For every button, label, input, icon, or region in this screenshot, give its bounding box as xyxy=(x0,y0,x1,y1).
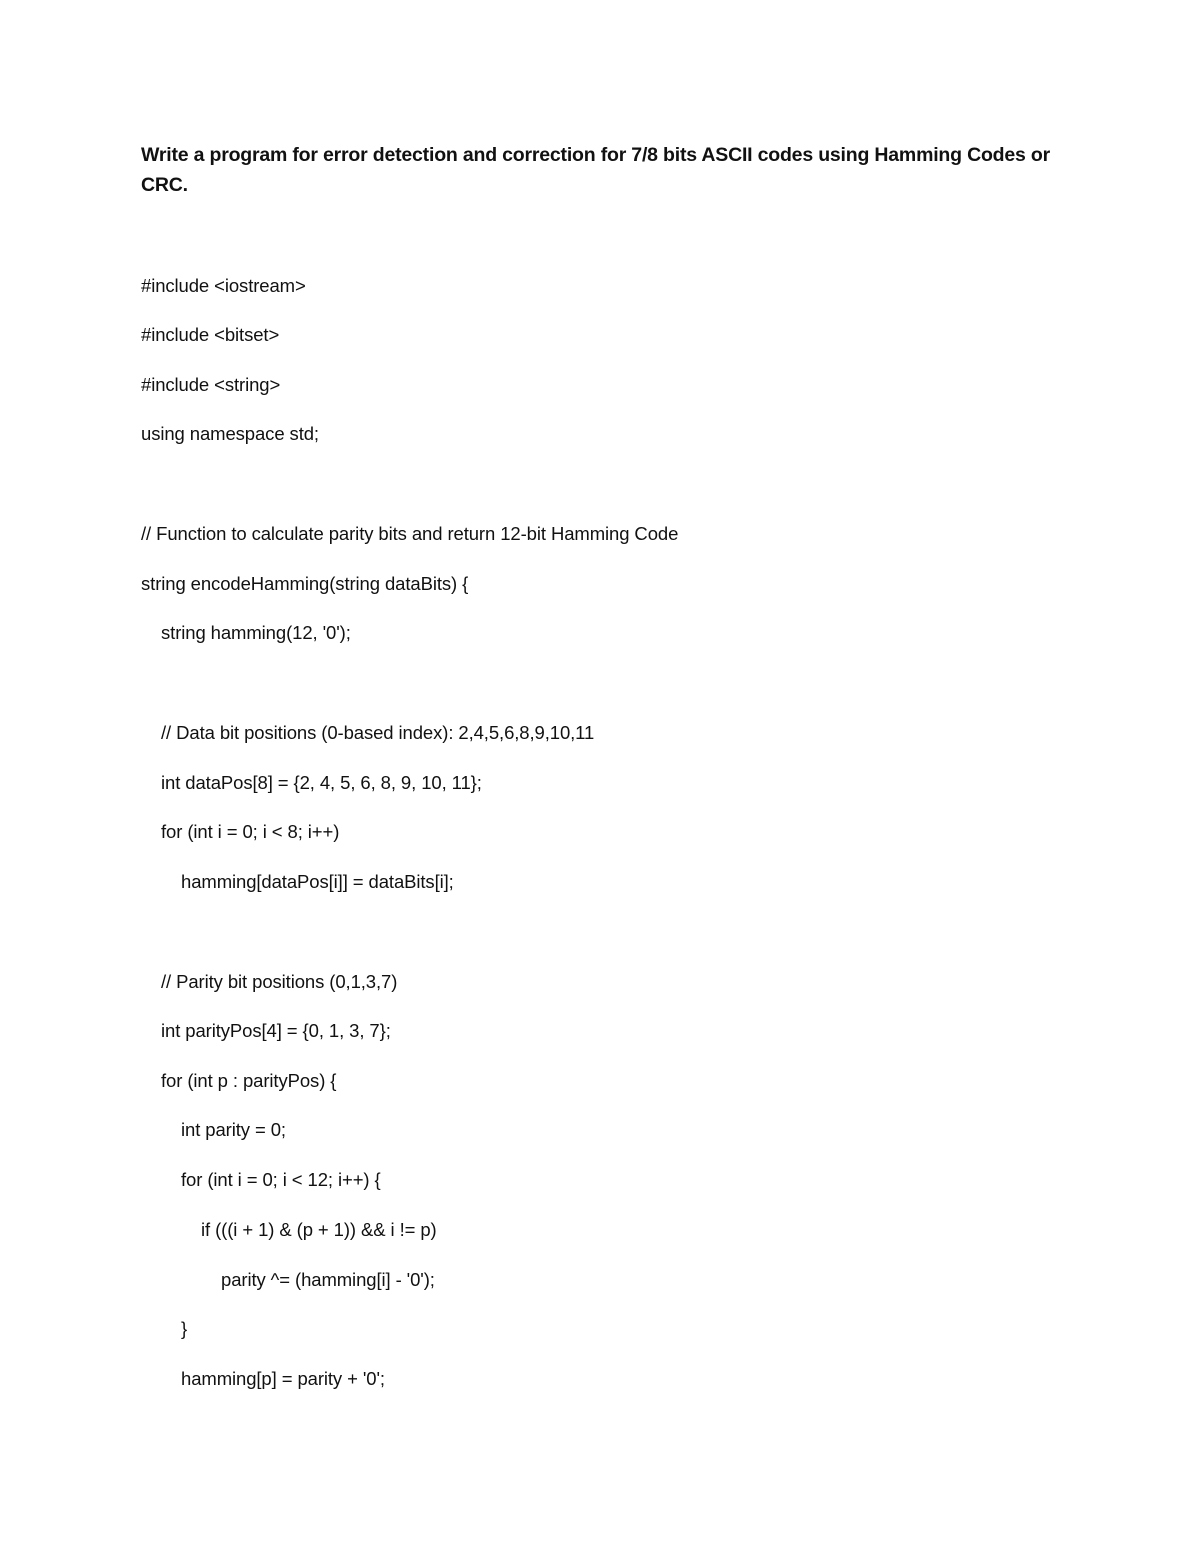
code-line-data-positions-comment: // Data bit positions (0-based index): 2,4,5,6,8,9,10,11 xyxy=(161,722,595,743)
code-line-parity-assignment: hamming[p] = parity + '0'; xyxy=(181,1368,385,1389)
code-line-parity-positions-array: int parityPos[4] = {0, 1, 3, 7}; xyxy=(161,1020,391,1041)
code-line-include-string: #include <string> xyxy=(141,374,281,395)
code-line-using-namespace: using namespace std; xyxy=(141,423,319,444)
code-line-parity-positions-comment: // Parity bit positions (0,1,3,7) xyxy=(161,971,398,992)
code-line-parity-init: int parity = 0; xyxy=(181,1119,286,1140)
code-line-data-loop: for (int i = 0; i < 8; i++) xyxy=(161,821,340,842)
code-line-data-assignment: hamming[dataPos[i]] = dataBits[i]; xyxy=(181,871,454,892)
code-line-parity-xor: parity ^= (hamming[i] - '0'); xyxy=(221,1269,435,1290)
code-line-include-bitset: #include <bitset> xyxy=(141,324,280,345)
code-line-function-comment: // Function to calculate parity bits and return 12-bit Hamming Code xyxy=(141,523,679,544)
code-line-function-signature: string encodeHamming(string dataBits) { xyxy=(141,573,469,594)
code-line-parity-condition: if (((i + 1) & (p + 1)) && i != p) xyxy=(201,1219,437,1240)
code-line-parity-loop: for (int p : parityPos) { xyxy=(161,1070,337,1091)
code-line-data-positions-array: int dataPos[8] = {2, 4, 5, 6, 8, 9, 10, 11}; xyxy=(161,772,482,793)
code-line-include-iostream: #include <iostream> xyxy=(141,275,306,296)
code-line-hamming-declaration: string hamming(12, '0'); xyxy=(161,622,351,643)
code-line-inner-loop: for (int i = 0; i < 12; i++) { xyxy=(181,1169,381,1190)
code-line-inner-loop-close: } xyxy=(181,1318,188,1339)
assignment-heading: Write a program for error detection and correction for 7/8 bits ASCII codes using Hamming Codes or CRC. xyxy=(141,144,1050,196)
